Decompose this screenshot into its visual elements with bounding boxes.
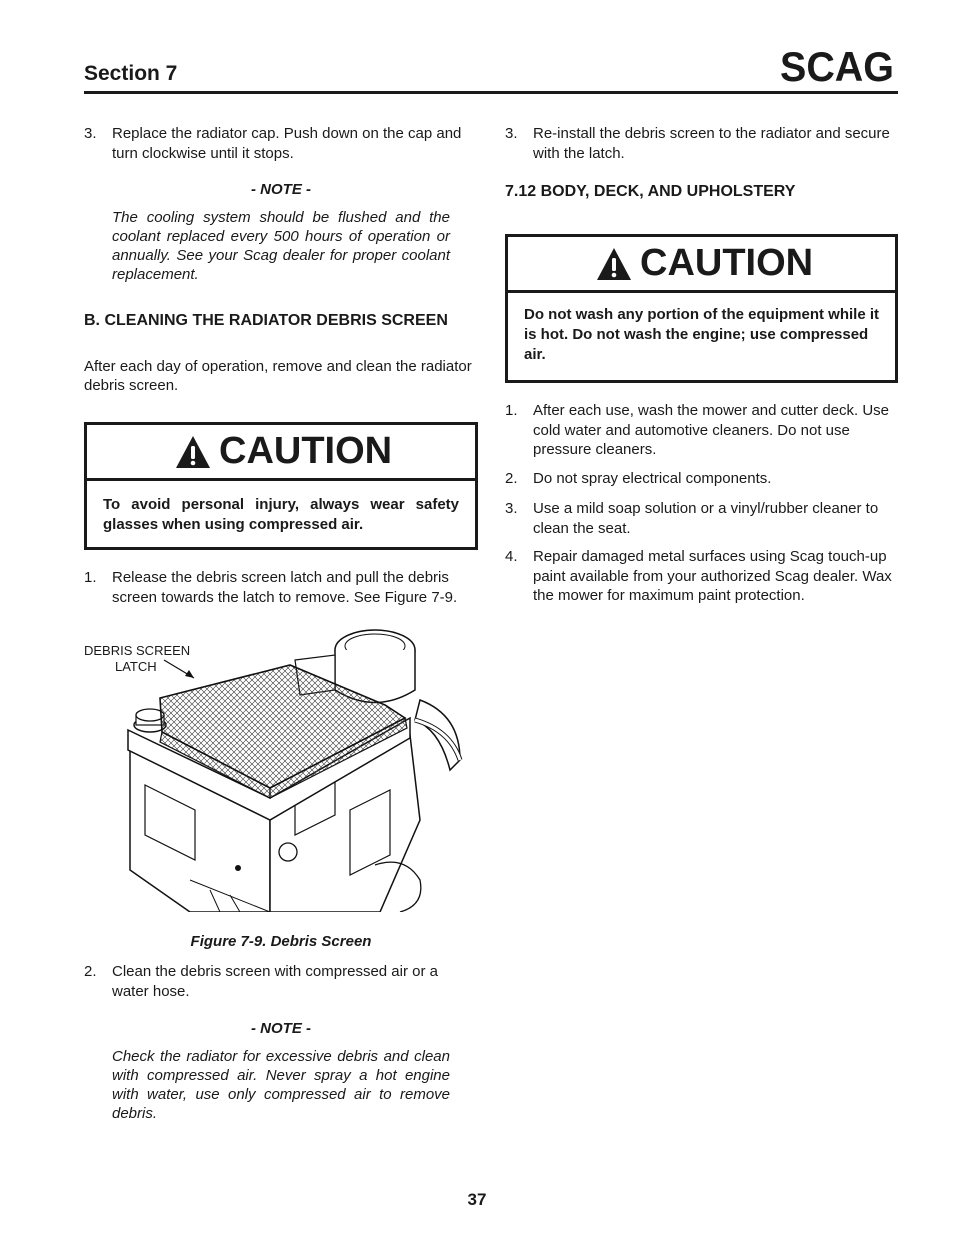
subhead-cleaning-radiator: B. CLEANING THE RADIATOR DEBRIS SCREEN	[84, 312, 448, 329]
caution-header	[508, 237, 895, 293]
step-text: Replace the radiator cap. Push down on the cap and turn clockwise until it stops.	[112, 125, 462, 162]
note-body: Check the radiator for excessive debris and clean with compressed air. Never spray a hot engine with water, use only compressed air to remove debris.	[112, 1048, 450, 1122]
step-number: 2.	[84, 963, 97, 980]
right-step-4	[505, 547, 898, 606]
engine-debris-screen-illustration	[120, 620, 480, 912]
step-text: Re-install the debris screen to the radiator and secure with the latch.	[533, 125, 890, 162]
step-number: 3.	[505, 500, 518, 517]
right-step-1	[505, 401, 898, 460]
figure-caption: Figure 7-9. Debris Screen	[190, 933, 372, 950]
page-number: 37	[467, 1190, 487, 1209]
left-step-1	[84, 568, 478, 607]
figure-label-debris-screen: DEBRIS SCREEN	[84, 643, 191, 658]
step-text: Release the debris screen latch and pull the debris screen towards the latch to remove. See Figure 7-9.	[112, 569, 458, 606]
section-title: Section 7	[84, 62, 178, 85]
left-step-3	[84, 124, 478, 163]
right-step-3b	[505, 499, 898, 538]
scag-logo	[780, 46, 898, 86]
right-step-3	[505, 124, 898, 163]
step-number: 1.	[84, 569, 97, 586]
caution-text: Do not wash any portion of the equipment while it is hot. Do not wash the engine; use compressed air.	[524, 306, 879, 363]
warning-triangle-icon	[596, 247, 632, 281]
step-text: Clean the debris screen with compressed air or a water hose.	[112, 963, 438, 1000]
step-text: After each use, wash the mower and cutter deck. Use cold water and automotive cleaners. Do not use pressure cleaners.	[533, 402, 890, 458]
right-step-2	[505, 469, 898, 489]
step-number: 1.	[505, 402, 518, 419]
caution-box-safety-glasses	[84, 422, 478, 550]
scag-logo-text: SCAG	[780, 46, 894, 86]
caution-title: CAUTION	[219, 430, 393, 472]
intro-paragraph: After each day of operation, remove and clean the radiator debris screen.	[84, 358, 472, 394]
step-number: 3.	[84, 125, 97, 142]
subhead-body-deck-upholstery: 7.12 BODY, DECK, AND UPHOLSTERY	[505, 183, 796, 200]
step-text: Do not spray electrical components.	[533, 470, 772, 487]
caution-text: To avoid personal injury, always wear safety glasses when using compressed air.	[103, 496, 459, 533]
note-title: - NOTE -	[251, 181, 311, 198]
caution-header	[87, 425, 475, 481]
step-text: Repair damaged metal surfaces using Scag touch-up paint available from your authorized Scag dealer. Wax the mower for maximum paint protection.	[533, 548, 892, 604]
header-rule	[84, 91, 898, 94]
note-body: The cooling system should be flushed and the coolant replaced every 500 hours of operation or annually. See your Scag dealer for proper coolant replacement.	[112, 209, 450, 283]
step-text: Use a mild soap solution or a vinyl/rubber cleaner to clean the seat.	[533, 500, 879, 537]
caution-box-washing	[505, 234, 898, 383]
step-number: 2.	[505, 470, 518, 487]
note-title: - NOTE -	[251, 1020, 311, 1037]
figure-label-latch: LATCH	[115, 659, 157, 674]
step-number: 3.	[505, 125, 518, 142]
caution-title: CAUTION	[640, 242, 814, 284]
left-step-2	[84, 962, 478, 1001]
warning-triangle-icon	[175, 435, 211, 469]
step-number: 4.	[505, 548, 518, 565]
